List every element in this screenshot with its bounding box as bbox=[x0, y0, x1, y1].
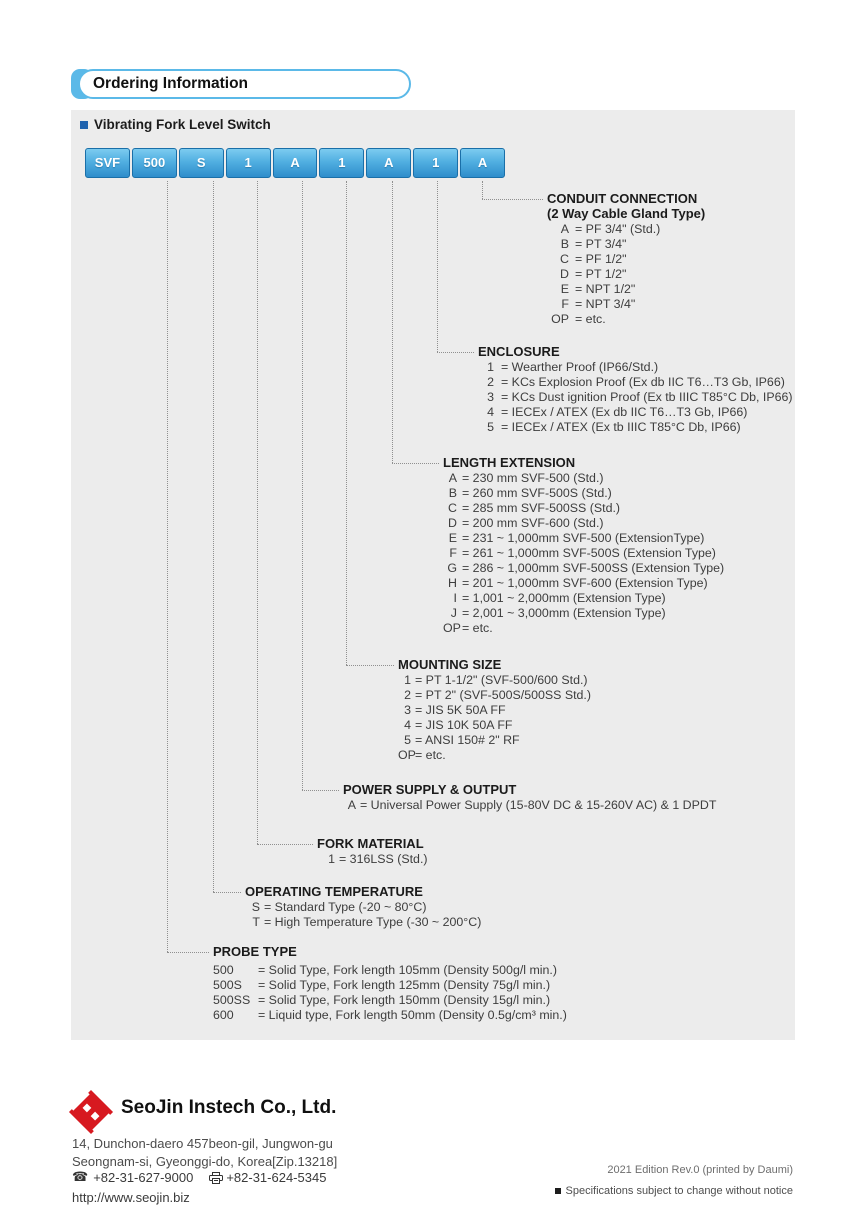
model-code-segment: 1 bbox=[413, 148, 458, 178]
option-code: 4 bbox=[487, 405, 494, 419]
option-row bbox=[478, 390, 793, 405]
option-code: 3 bbox=[404, 703, 411, 717]
option-description: = PF 1/2" bbox=[575, 252, 627, 266]
option-row bbox=[547, 252, 705, 267]
connector-line bbox=[482, 199, 543, 200]
option-description: = 316LSS (Std.) bbox=[339, 852, 428, 866]
option-code: F bbox=[561, 297, 569, 311]
option-code: J bbox=[450, 606, 457, 620]
option-row bbox=[547, 312, 705, 327]
option-list bbox=[317, 852, 428, 867]
option-row bbox=[443, 501, 724, 516]
option-row bbox=[398, 733, 591, 748]
section-title: OPERATING TEMPERATURE bbox=[245, 884, 423, 899]
option-row bbox=[443, 516, 724, 531]
option-description: = 1,001 ~ 2,000mm (Extension Type) bbox=[462, 591, 666, 605]
option-row bbox=[245, 900, 481, 915]
option-description: = 261 ~ 1,000mm SVF-500S (Extension Type) bbox=[462, 546, 716, 560]
option-code: C bbox=[448, 501, 457, 515]
option-code: 3 bbox=[487, 390, 494, 404]
option-row bbox=[398, 718, 591, 733]
fax-number: +82-31-624-5345 bbox=[226, 1170, 327, 1185]
option-list bbox=[343, 798, 716, 813]
option-description: = PT 3/4" bbox=[575, 237, 627, 251]
option-row bbox=[547, 222, 705, 237]
option-code: C bbox=[560, 252, 569, 266]
option-code: 1 bbox=[487, 360, 494, 374]
option-row bbox=[547, 297, 705, 312]
option-description: = JIS 10K 50A FF bbox=[415, 718, 513, 732]
option-row bbox=[213, 993, 567, 1008]
option-row bbox=[398, 673, 591, 688]
black-square-bullet-icon bbox=[555, 1188, 561, 1194]
option-description: = Solid Type, Fork length 150mm (Density 15g/l min.) bbox=[258, 993, 551, 1007]
model-code-row bbox=[85, 148, 505, 178]
option-row bbox=[213, 963, 567, 978]
connector-line bbox=[167, 181, 168, 952]
model-code-segment: SVF bbox=[85, 148, 130, 178]
section-title: POWER SUPPLY & OUTPUT bbox=[343, 782, 517, 797]
option-description: = 285 mm SVF-500SS (Std.) bbox=[462, 501, 621, 515]
connector-line bbox=[392, 181, 393, 463]
option-row bbox=[213, 978, 567, 993]
option-code: 5 bbox=[487, 420, 494, 434]
option-row bbox=[245, 915, 481, 930]
model-code-segment: 500 bbox=[132, 148, 177, 178]
connector-line bbox=[302, 181, 303, 790]
option-description: = KCs Explosion Proof (Ex db IIC T6…T3 Gb, IP66) bbox=[501, 375, 785, 389]
edition-note: 2021 Edition Rev.0 (printed by Daumi) bbox=[607, 1164, 793, 1176]
option-code: F bbox=[449, 546, 457, 560]
seojin-logo-icon bbox=[68, 1089, 114, 1135]
option-row bbox=[478, 375, 793, 390]
option-description: = 231 ~ 1,000mm SVF-500 (ExtensionType) bbox=[462, 531, 705, 545]
connector-line bbox=[437, 181, 438, 352]
connector-line bbox=[167, 952, 209, 953]
option-description: = Standard Type (-20 ~ 80°C) bbox=[264, 900, 427, 914]
option-code: G bbox=[447, 561, 457, 575]
model-code-segment: A bbox=[366, 148, 411, 178]
option-row bbox=[478, 420, 793, 435]
option-description: = PT 2" (SVF-500S/500SS Std.) bbox=[415, 688, 592, 702]
option-list bbox=[398, 673, 591, 763]
option-description: = IECEx / ATEX (Ex db IIC T6…T3 Gb, IP66) bbox=[501, 405, 748, 419]
option-code: 1 bbox=[404, 673, 411, 687]
connector-line bbox=[257, 181, 258, 844]
section-probe-type bbox=[213, 944, 567, 1023]
connector-line bbox=[302, 790, 339, 791]
connector-line bbox=[257, 844, 313, 845]
option-row bbox=[398, 688, 591, 703]
section-subtitle: (2 Way Cable Gland Type) bbox=[547, 206, 706, 221]
address-line-2: Seongnam-si, Gyeonggi-do, Korea[Zip.13218] bbox=[72, 1154, 338, 1169]
connector-line bbox=[392, 463, 439, 464]
option-description: = NPT 3/4" bbox=[575, 297, 636, 311]
option-row bbox=[478, 405, 793, 420]
option-row bbox=[398, 748, 591, 763]
option-description: = 260 mm SVF-500S (Std.) bbox=[462, 486, 612, 500]
option-row bbox=[443, 561, 724, 576]
option-description: = 286 ~ 1,000mm SVF-500SS (Extension Type) bbox=[462, 561, 725, 575]
option-list bbox=[245, 900, 481, 930]
product-heading-label: Vibrating Fork Level Switch bbox=[94, 117, 271, 132]
model-code-segment: A bbox=[273, 148, 318, 178]
section-operating-temperature bbox=[245, 884, 481, 930]
option-code: E bbox=[448, 531, 457, 545]
company-name: SeoJin Instech Co., Ltd. bbox=[121, 1097, 337, 1118]
option-row bbox=[443, 471, 724, 486]
option-description: = KCs Dust ignition Proof (Ex tb IIIC T85°C Db, IP66) bbox=[501, 390, 793, 404]
option-list bbox=[478, 360, 793, 435]
option-code: B bbox=[560, 237, 569, 251]
option-code: OP bbox=[551, 312, 569, 326]
option-code: 4 bbox=[404, 718, 411, 732]
option-row bbox=[443, 591, 724, 606]
option-description: = 200 mm SVF-600 (Std.) bbox=[462, 516, 604, 530]
section-title: PROBE TYPE bbox=[213, 944, 297, 959]
website-link[interactable]: http://www.seojin.biz bbox=[72, 1190, 190, 1205]
option-code: I bbox=[453, 591, 457, 605]
option-description: = Wearther Proof (IP66/Std.) bbox=[501, 360, 659, 374]
section-mounting-size bbox=[398, 657, 591, 763]
option-code: OP bbox=[398, 748, 416, 762]
phone-icon: ☎ bbox=[72, 1170, 89, 1185]
connector-line bbox=[346, 181, 347, 665]
section-conduit-connection bbox=[547, 191, 705, 327]
option-description: = IECEx / ATEX (Ex tb IIIC T85°C Db, IP66) bbox=[501, 420, 741, 434]
section-enclosure bbox=[478, 344, 793, 435]
option-code: H bbox=[448, 576, 457, 590]
option-description: = 201 ~ 1,000mm SVF-600 (Extension Type) bbox=[462, 576, 708, 590]
option-row bbox=[343, 798, 716, 813]
option-code: D bbox=[560, 267, 569, 281]
option-row bbox=[547, 267, 705, 282]
option-code: 5 bbox=[404, 733, 411, 747]
option-row bbox=[547, 237, 705, 252]
section-title: LENGTH EXTENSION bbox=[443, 455, 576, 470]
option-code: 500SS bbox=[213, 993, 251, 1007]
option-description: = Universal Power Supply (15-80V DC & 15-260V AC) & 1 DPDT bbox=[360, 798, 717, 812]
section-title: MOUNTING SIZE bbox=[398, 657, 502, 672]
option-description: = JIS 5K 50A FF bbox=[415, 703, 506, 717]
option-code: OP bbox=[443, 621, 461, 635]
phone-number: +82-31-627-9000 bbox=[93, 1170, 194, 1185]
option-description: = etc. bbox=[462, 621, 493, 635]
option-row bbox=[443, 606, 724, 621]
blue-square-bullet-icon bbox=[80, 121, 88, 129]
option-code: E bbox=[560, 282, 569, 296]
option-row bbox=[317, 852, 428, 867]
option-row bbox=[443, 531, 724, 546]
option-row bbox=[443, 486, 724, 501]
connector-line bbox=[346, 665, 394, 666]
option-code: 500S bbox=[213, 978, 242, 992]
option-code: B bbox=[448, 486, 457, 500]
section-title: CONDUIT CONNECTION bbox=[547, 191, 698, 206]
option-row bbox=[443, 576, 724, 591]
option-description: = NPT 1/2" bbox=[575, 282, 636, 296]
option-description: = ANSI 150# 2" RF bbox=[415, 733, 520, 747]
fax-icon bbox=[209, 1172, 223, 1184]
option-description: = 2,001 ~ 3,000mm (Extension Type) bbox=[462, 606, 666, 620]
option-code: A bbox=[347, 798, 356, 812]
option-row bbox=[547, 282, 705, 297]
option-list bbox=[213, 963, 567, 1023]
option-code: 1 bbox=[328, 852, 335, 866]
option-code: 500 bbox=[213, 963, 234, 977]
option-description: = Solid Type, Fork length 125mm (Density 75g/l min.) bbox=[258, 978, 551, 992]
section-title: ENCLOSURE bbox=[478, 344, 560, 359]
option-description: = Solid Type, Fork length 105mm (Density 500g/l min.) bbox=[258, 963, 558, 977]
option-code: A bbox=[448, 471, 457, 485]
connector-line bbox=[482, 181, 483, 199]
option-code: 2 bbox=[487, 375, 494, 389]
option-code: 2 bbox=[404, 688, 411, 702]
option-code: T bbox=[252, 915, 260, 929]
connector-line bbox=[437, 352, 474, 353]
option-description: = PT 1/2" bbox=[575, 267, 627, 281]
option-row bbox=[478, 360, 793, 375]
option-code: D bbox=[448, 516, 457, 530]
option-description: = PF 3/4" (Std.) bbox=[575, 222, 661, 236]
option-list bbox=[547, 222, 705, 327]
spec-notice bbox=[555, 1185, 793, 1197]
connector-line bbox=[213, 181, 214, 892]
model-code-segment: 1 bbox=[319, 148, 364, 178]
option-row bbox=[443, 621, 724, 636]
option-row bbox=[443, 546, 724, 561]
model-code-segment: 1 bbox=[226, 148, 271, 178]
option-description: = PT 1-1/2" (SVF-500/600 Std.) bbox=[415, 673, 588, 687]
model-code-segment: A bbox=[460, 148, 505, 178]
section-power-supply-output bbox=[343, 782, 716, 813]
address-line-1: 14, Dunchon-daero 457beon-gil, Jungwon-gu bbox=[72, 1136, 333, 1151]
option-code: S bbox=[251, 900, 260, 914]
option-description: = 230 mm SVF-500 (Std.) bbox=[462, 471, 604, 485]
section-length-extension bbox=[443, 455, 724, 636]
connector-line bbox=[213, 892, 241, 893]
option-code: 600 bbox=[213, 1008, 234, 1022]
option-description: = etc. bbox=[575, 312, 606, 326]
option-row bbox=[398, 703, 591, 718]
model-code-segment: S bbox=[179, 148, 224, 178]
option-code: A bbox=[560, 222, 569, 236]
spec-notice-text: Specifications subject to change without notice bbox=[565, 1185, 793, 1197]
contact-line bbox=[72, 1170, 326, 1185]
option-description: = High Temperature Type (-30 ~ 200°C) bbox=[264, 915, 482, 929]
section-fork-material bbox=[317, 836, 428, 867]
option-list bbox=[443, 471, 724, 636]
option-description: = etc. bbox=[415, 748, 446, 762]
option-description: = Liquid type, Fork length 50mm (Density 0.5g/cm³ min.) bbox=[258, 1008, 567, 1022]
product-heading bbox=[80, 117, 271, 132]
section-title: FORK MATERIAL bbox=[317, 836, 424, 851]
page-title: Ordering Information bbox=[78, 69, 411, 99]
option-row bbox=[213, 1008, 567, 1023]
